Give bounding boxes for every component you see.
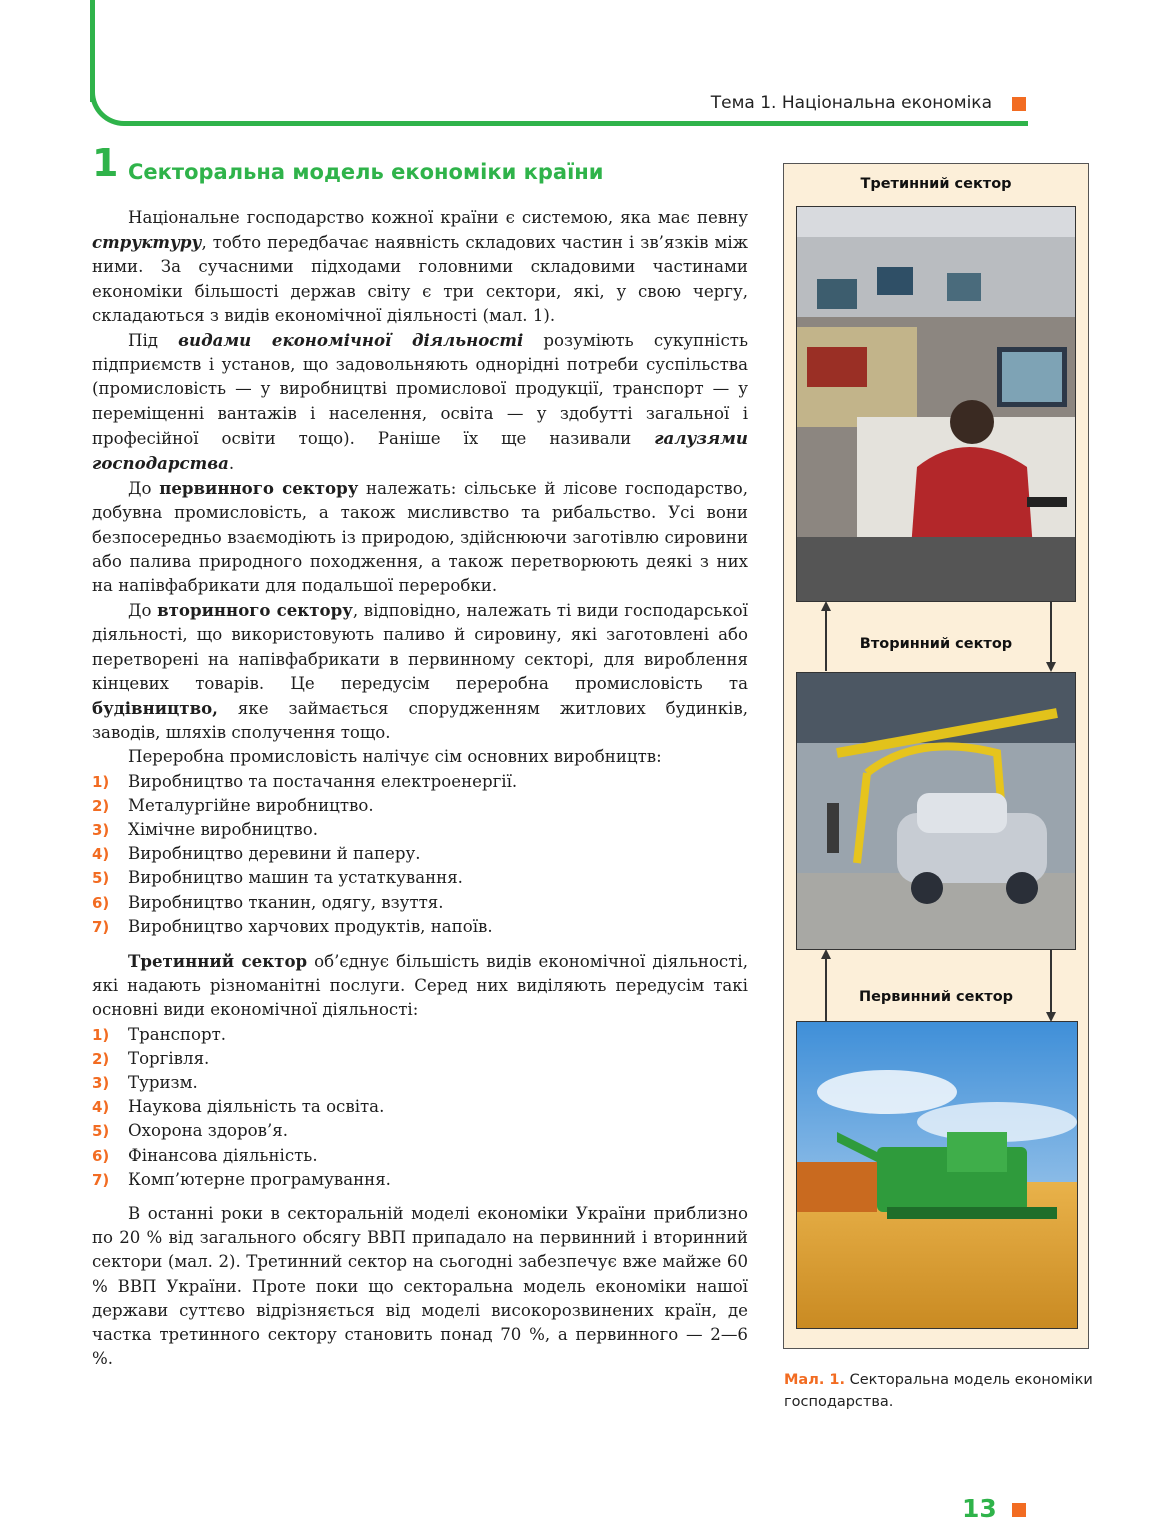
figure-caption: Мал. 1. Секторальна модель економіки господарства. — [784, 1372, 1093, 1410]
frame-line-horizontal — [128, 121, 1028, 126]
list-item: 3) Хімічне виробництво. — [92, 820, 319, 840]
list-item: 3) Туризм. — [92, 1072, 198, 1092]
sector-model-figure — [783, 163, 1089, 1349]
arrow-up-icon — [821, 601, 831, 611]
footer-square-icon — [1012, 1503, 1026, 1517]
list-item: 6) Виробництво тканин, одягу, взуття. — [92, 892, 444, 912]
paragraph: Національне господарство кожної країни є системою, яка має певну структуру, тобто передбачає наявність складових частин і зв’язків між ними. За сучасними підходами головними складовими частинами економіки більшості держав світу є три сектори, які, у свою чергу, складаються з видів економічної діяльності (мал. 1). — [92, 208, 748, 325]
body-text — [92, 206, 748, 1371]
harvest-photo — [796, 1021, 1078, 1329]
factory-photo — [796, 672, 1076, 950]
list-item: 4) Виробництво деревини й паперу. — [92, 844, 421, 864]
office-photo — [796, 206, 1076, 602]
list-item: 5) Охорона здоров’я. — [92, 1121, 289, 1141]
paragraph: До вторинного сектору, відповідно, належать ті види господарської діяльності, що використовують паливо й сировину, які заготовлені або перетворені на напівфабрикати в первинному секторі, для вироблення кінцевих товарів. Це передусім переробна промисловість та будівництво, яке займається спорудженням житлових будинків, заводів, шляхів сполучення тощо. — [92, 600, 748, 743]
paragraph: Під видами економічної діяльності розуміють сукупність підприємств і установ, що задовольняють однорідні потреби суспільства (промисловість — у виробництві промислової продукції, транспорт — у переміщенні вантажів і населення, освіта — у здобутті загальної і професійної освіти тощо). Раніше їх ще називали галузями господарства. — [92, 330, 748, 474]
services-list — [92, 1023, 748, 1192]
arrow-up-icon — [821, 949, 831, 959]
running-header: Тема 1. Національна економіка — [710, 93, 992, 113]
page-number: 13 — [962, 1494, 997, 1523]
paragraph: Третинний сектор об’єднує більшість видів економічної діяльності, які надають різноманітні послуги. Серед них виділяють передусім такі основні види економічної діяльності: — [92, 950, 748, 1020]
tertiary-sector-label: Третинний сектор — [860, 176, 1012, 192]
frame-corner — [90, 80, 130, 126]
list-item: 1) Виробництво та постачання електроенергії. — [92, 771, 518, 791]
arrow-down-icon — [1046, 662, 1056, 672]
list-item: 7) Виробництво харчових продуктів, напоїв. — [92, 916, 493, 936]
secondary-sector-label: Вторинний сектор — [859, 636, 1013, 652]
header-square-icon — [1012, 97, 1026, 111]
manufacturing-list — [92, 770, 748, 939]
paragraph: До первинного сектору належать: сільське й лісове господарство, добувна промисловість, а також мисливство та рибальство. Усі вони безпосередньо взаємодіють із природою, здійснюючи заготівлю сировини або палива природного походження, а також перетворюють деякі з них на напівфабрикати для подальшої переробки. — [92, 478, 748, 596]
list-item: 6) Фінансова діяльність. — [92, 1145, 318, 1165]
list-item: 7) Комп’ютерне програмування. — [92, 1169, 391, 1189]
primary-sector-label: Первинний сектор — [858, 989, 1014, 1005]
list-item: 1) Транспорт. — [92, 1024, 227, 1044]
list-item: 5) Виробництво машин та устаткування. — [92, 868, 463, 888]
section-number: 1 — [92, 141, 119, 185]
list-item: 2) Металургійне виробництво. — [92, 795, 374, 815]
paragraph: Переробна промисловість налічує сім основних виробництв: — [128, 747, 662, 767]
section-title: Секторальна модель економіки країни — [128, 160, 604, 184]
list-item: 2) Торгівля. — [92, 1048, 210, 1068]
paragraph: В останні роки в секторальній моделі економіки України приблизно по 20 % від загального обсягу ВВП припадало на первинний і вторинний сектори (мал. 2). Третинний сектор на сьогодні забезпечує вже майже 60 % ВВП України. Проте поки що секторальна модель економіки нашої держави суттєво відрізняється від моделі високорозвинених країн, де частка третинного сектору становить понад 70 %, а первинного — 2—6 %. — [92, 1203, 748, 1369]
list-item: 4) Наукова діяльність та освіта. — [92, 1097, 385, 1117]
